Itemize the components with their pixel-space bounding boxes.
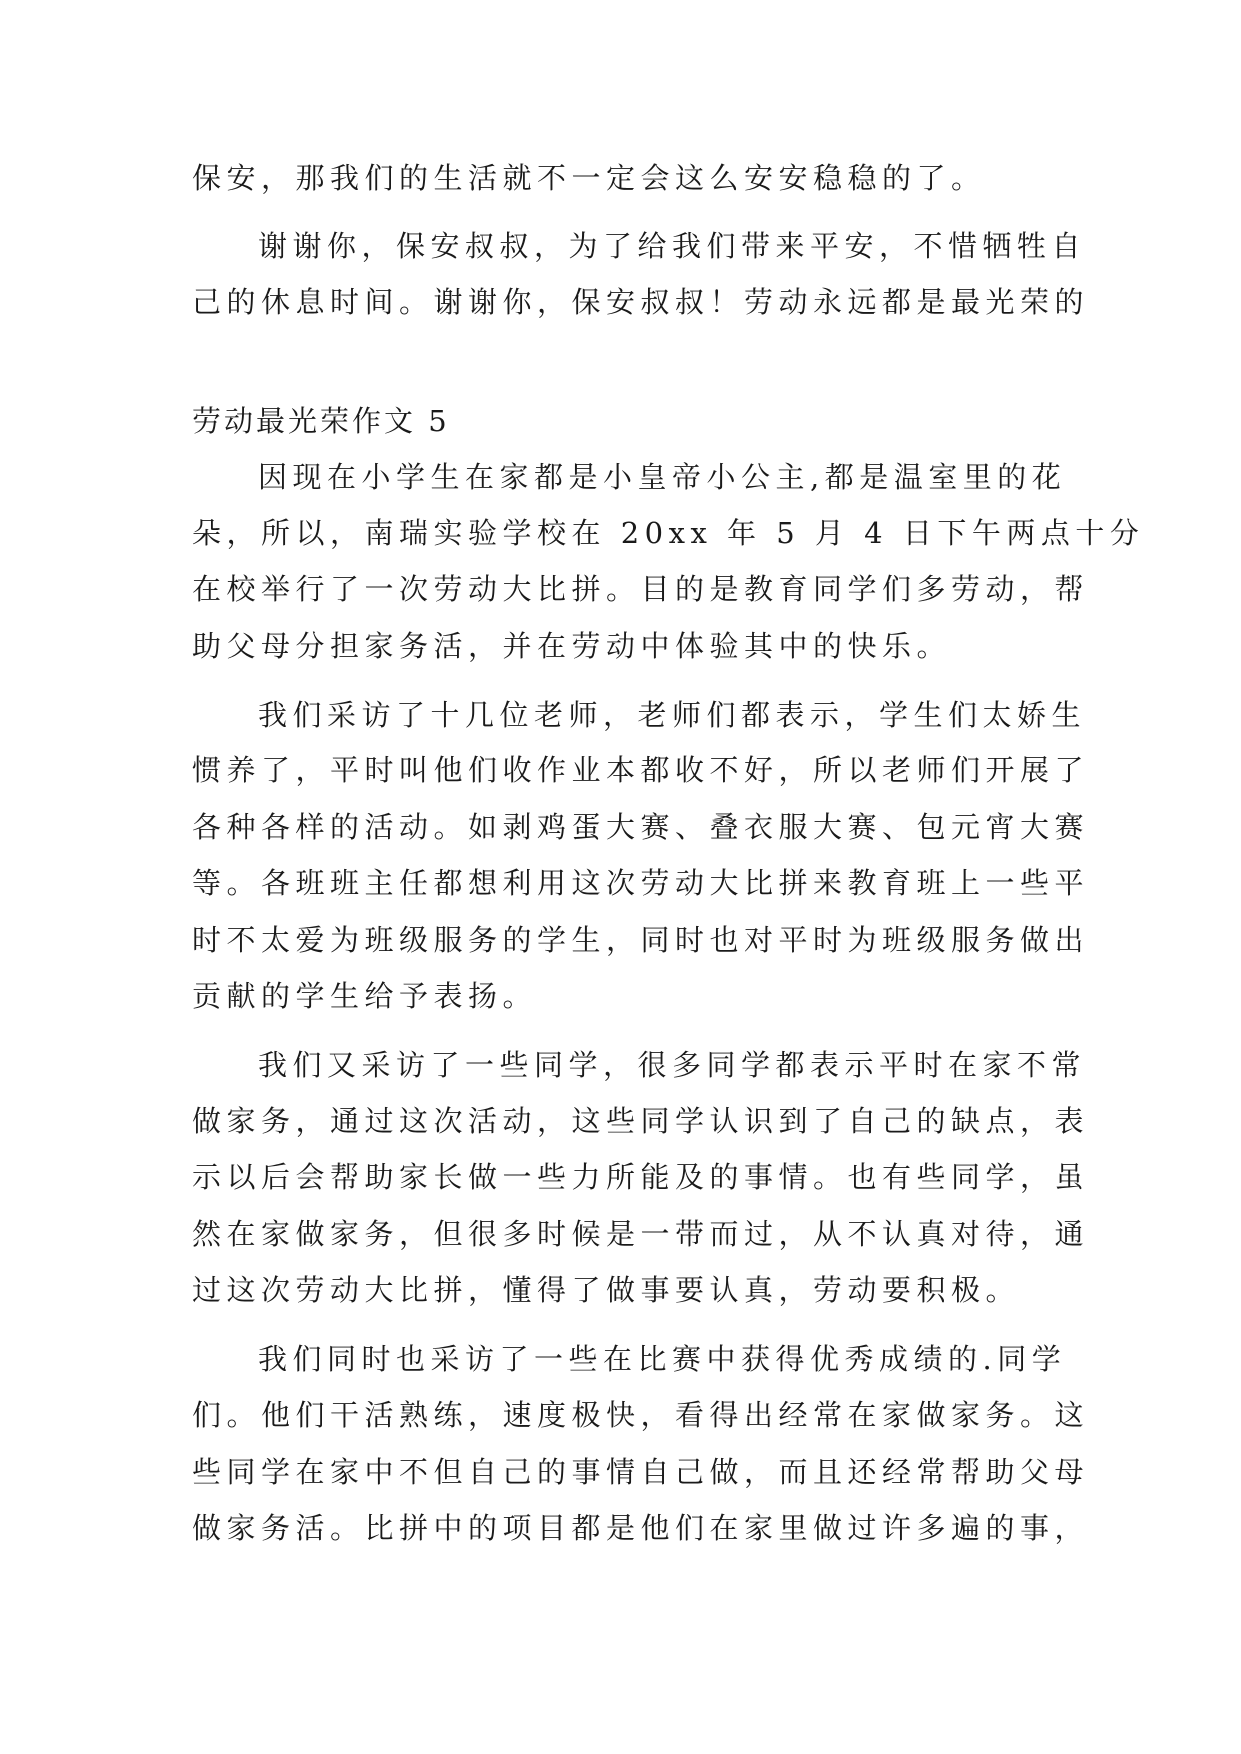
paragraph-line: 保安，那我们的生活就不一定会这么安安稳稳的了。 [192,161,986,195]
paragraph-line: 时不太爱为班级服务的学生，同时也对平时为班级服务做出 [192,923,1090,957]
paragraph-line: 做家务，通过这次活动，这些同学认识到了自己的缺点，表 [192,1104,1090,1138]
paragraph-line: 等。各班班主任都想利用这次劳动大比拼来教育班上一些平 [192,866,1090,900]
paragraph-line: 在校举行了一次劳动大比拼。目的是教育同学们多劳动，帮 [192,572,1090,606]
paragraph-line: 然在家做家务，但很多时候是一带而过，从不认真对待，通 [192,1217,1090,1251]
paragraph-line: 些同学在家中不但自己的事情自己做，而且还经常帮助父母 [192,1455,1090,1489]
paragraph-line: 惯养了，平时叫他们收作业本都收不好，所以老师们开展了 [192,753,1090,787]
paragraph-line: 因现在小学生在家都是小皇帝小公主,都是温室里的花 [258,460,1067,494]
paragraph-line: 过这次劳动大比拼，懂得了做事要认真，劳动要积极。 [192,1273,1021,1307]
paragraph-line: 做家务活。比拼中的项目都是他们在家里做过许多遍的事， [192,1511,1090,1545]
paragraph-line: 谢谢你，保安叔叔，为了给我们带来平安，不惜牺牲自 [258,229,1087,263]
paragraph-line: 示以后会帮助家长做一些力所能及的事情。也有些同学，虽 [192,1160,1090,1194]
paragraph-line: 我们采访了十几位老师，老师们都表示，学生们太娇生 [258,698,1087,732]
paragraph-line: 助父母分担家务活，并在劳动中体验其中的快乐。 [192,629,952,663]
paragraph-line: 们。他们干活熟练，速度极快，看得出经常在家做家务。这 [192,1398,1090,1432]
section-title: 劳动最光荣作文 5 [192,404,450,438]
paragraph-line: 各种各样的活动。如剥鸡蛋大赛、叠衣服大赛、包元宵大赛 [192,810,1090,844]
paragraph-line: 己的休息时间。谢谢你，保安叔叔！劳动永远都是最光荣的 [192,285,1090,319]
paragraph-line: 朵，所以，南瑞实验学校在 20xx 年 5 月 4 日下午两点十分 [192,516,1145,550]
paragraph-line: 我们又采访了一些同学，很多同学都表示平时在家不常 [258,1048,1087,1082]
paragraph-line: 我们同时也采访了一些在比赛中获得优秀成绩的.同学 [258,1342,1067,1376]
paragraph-line: 贡献的学生给予表扬。 [192,979,538,1013]
